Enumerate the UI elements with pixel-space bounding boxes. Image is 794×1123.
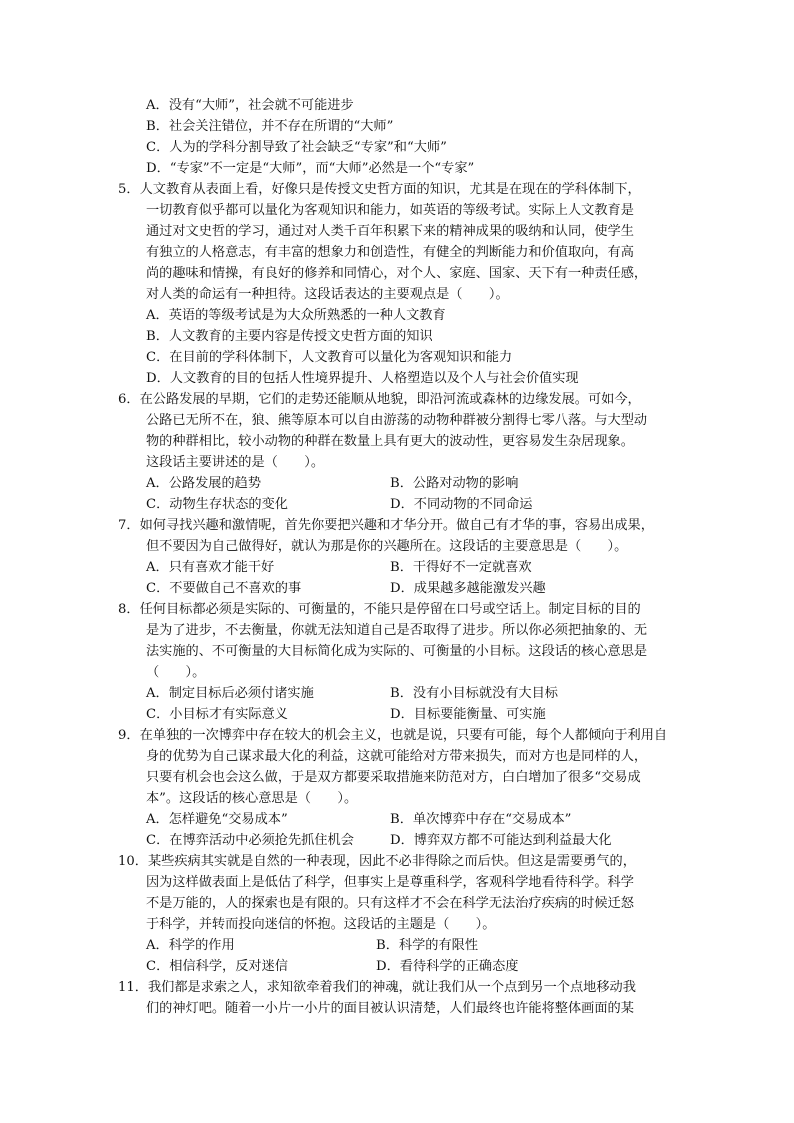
q4-option-d: D．“专家”不一定是“大师”，而“大师”必然是一个“专家” — [146, 161, 475, 176]
q6-stem-line: 公路已无所不在，狼、熊等原本可以自由游荡的动物种群被分割得七零八落。与大型动 — [146, 413, 648, 428]
q10-stem-line: 因为这样做表面上是低估了科学，但事实上是尊重科学，客观科学地看待科学。科学 — [146, 875, 634, 890]
q8-stem-line: 8．任何目标都必须是实际的、可衡量的，不能只是停留在口号或空话上。制定目标的目的 — [118, 602, 641, 617]
q4-option-c: C．人为的学科分割导致了社会缺乏“专家”和“大师” — [146, 140, 447, 155]
q6-stem-line: 这段话主要讲述的是（ ）。 — [146, 455, 325, 470]
q5-stem-line: 对人类的命运有一种担待。这段话表达的主要观点是（ ）。 — [146, 287, 509, 302]
q8-stem-line: （ ）。 — [146, 665, 206, 680]
q8-option-d: D．目标要能衡量、可实施 — [390, 707, 546, 722]
q5-option-b: B．人文教育的主要内容是传授文史哲方面的知识 — [146, 329, 433, 344]
q9-option-c: C．在博弈活动中必须抢先抓住机会 — [146, 833, 354, 848]
q4-option-a: A．没有“大师”，社会就不可能进步 — [146, 98, 354, 113]
q5-stem-line: 5．人文教育从表面上看，好像只是传授文史哲方面的知识，尤其是在现在的学科体制下， — [118, 182, 641, 197]
q7-stem-line: 但不要因为自己做得好，就认为那是你的兴趣所在。这段话的主要意思是（ ）。 — [146, 539, 628, 554]
q9-stem-line: 9．在单独的一次博弈中存在较大的机会主义，也就是说，只要有可能，每个人都倾向于利用自 — [118, 728, 668, 743]
q7-option-c: C．不要做自己不喜欢的事 — [146, 581, 302, 596]
q9-stem-line: 只要有机会也会这么做，于是双方都要采取措施来防范对方，白白增加了很多“交易成 — [146, 770, 641, 785]
q10-option-b: B．科学的有限性 — [376, 938, 479, 953]
q9-option-a: A．怎样避免“交易成本” — [146, 812, 288, 827]
q10-stem-line: 不是万能的，人的探索也是有限的。只有这样才不会在科学无法治疗疾病的时候迁怒 — [146, 896, 634, 911]
q10-stem-line: 于科学，并转而投向迷信的怀抱。这段话的主题是（ ）。 — [146, 917, 496, 932]
q6-option-b: B．公路对动物的影响 — [390, 476, 519, 491]
q7-stem-line: 7．如何寻找兴趣和激情呢，首先你要把兴趣和才华分开。做自己有才华的事，容易出成果， — [118, 518, 654, 533]
q8-stem-line: 法实施的、不可衡量的大目标简化成为实际的、可衡量的小目标。这段话的核心意思是 — [146, 644, 648, 659]
q5-option-a: A．英语的等级考试是为大众所熟悉的一种人文教育 — [146, 308, 446, 323]
q4-option-b: B．社会关注错位，并不存在所谓的“大师” — [146, 119, 394, 134]
q11-stem-line: 11．我们都是求索之人，求知欲牵着我们的神魂，就让我们从一个点到另一个点地移动我 — [118, 980, 636, 995]
q8-option-a: A．制定目标后必须付诸实施 — [146, 686, 314, 701]
q6-stem-line: 6．在公路发展的早期，它们的走势还能顺从地貌，即沿河流或森林的边缘发展。可如今， — [118, 392, 641, 407]
q10-stem-line: 10．某些疾病其实就是自然的一种表现，因此不必非得除之而后快。但这是需要勇气的， — [118, 854, 636, 869]
q10-option-d: D．看待科学的正确态度 — [376, 959, 519, 974]
q8-stem-line: 是为了进步，不去衡量，你就无法知道自己是否取得了进步。所以你必须把抽象的、无 — [146, 623, 648, 638]
q6-option-a: A．公路发展的趋势 — [146, 476, 262, 491]
q9-stem-line: 本”。这段话的核心意思是（ ）。 — [146, 791, 358, 806]
q5-stem-line: 一切教育似乎都可以量化为客观知识和能力，如英语的等级考试。实际上人文教育是 — [146, 203, 634, 218]
q7-option-b: B．干得好不一定就喜欢 — [390, 560, 532, 575]
q5-option-d: D．人文教育的目的包括人性境界提升、人格塑造以及个人与社会价值实现 — [146, 371, 579, 386]
q5-stem-line: 尚的趣味和情操，有良好的修养和同情心，对个人、家庭、国家、天下有一种责任感， — [146, 266, 648, 281]
q8-option-c: C．小目标才有实际意义 — [146, 707, 288, 722]
q5-stem-line: 有独立的人格意志，有丰富的想象力和创造性，有健全的判断能力和价值取向，有高 — [146, 245, 634, 260]
q5-option-c: C．在目前的学科体制下，人文教育可以量化为客观知识和能力 — [146, 350, 513, 365]
q5-stem-line: 通过对文史哲的学习，通过对人类千百年积累下来的精神成果的吸纳和认同，使学生 — [146, 224, 634, 239]
q10-option-a: A．科学的作用 — [146, 938, 235, 953]
q9-option-d: D．博弈双方都不可能达到利益最大化 — [390, 833, 612, 848]
q6-option-d: D．不同动物的不同命运 — [390, 497, 533, 512]
q7-option-d: D．成果越多越能激发兴趣 — [390, 581, 546, 596]
q8-option-b: B．没有小目标就没有大目标 — [390, 686, 558, 701]
q6-stem-line: 物的种群相比，较小动物的种群在数量上具有更大的波动性，更容易发生杂居现象。 — [146, 434, 634, 449]
q9-option-b: B．单次博弈中存在“交易成本” — [390, 812, 572, 827]
q11-stem-line: 们的神灯吧。随着一小片一小片的面目被认识清楚，人们最终也许能将整体画面的某 — [146, 1001, 634, 1016]
q6-option-c: C．动物生存状态的变化 — [146, 497, 288, 512]
q7-option-a: A．只有喜欢才能干好 — [146, 560, 275, 575]
q10-option-c: C．相信科学，反对迷信 — [146, 959, 288, 974]
q9-stem-line: 身的优势为自己谋求最大化的利益，这就可能给对方带来损失，而对方也是同样的人， — [146, 749, 648, 764]
